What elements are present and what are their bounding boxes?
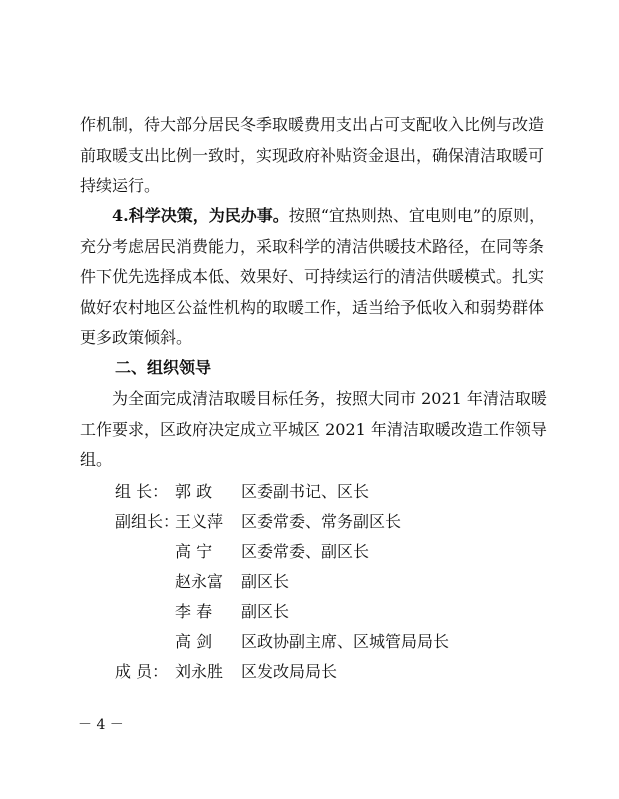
member-name: 高 剑: [175, 632, 213, 651]
member-title: 区委常委、副区长: [241, 542, 370, 561]
text-line: 更多政策倾斜。: [80, 328, 193, 347]
text-line: 组。: [80, 450, 113, 469]
member-name: 郭 政: [175, 482, 213, 501]
text-line: [80, 201, 550, 232]
section-heading: 二、组织领导: [115, 358, 212, 377]
text-run: 按照“宜热则热、宜电则电”的原则，: [288, 206, 546, 225]
member-name: 刘永胜: [175, 662, 224, 681]
member-name: 赵永富: [175, 572, 224, 591]
member-title: 副区长: [241, 572, 290, 591]
member-name: 王义萍: [175, 512, 224, 531]
paragraph-scientific-decision: [80, 201, 550, 354]
text-line: 持续运行。: [80, 176, 161, 195]
member-title: 区委常委、常务副区长: [241, 512, 402, 531]
text-line: 充分考虑居民消费能力，采取科学的清洁供暖技术路径，在同等条: [80, 236, 545, 256]
page-number: － 4 －: [78, 717, 124, 733]
paragraph-lead: 4.科学决策，为民办事。: [112, 206, 289, 225]
member-title: 区政协副主席、区城管局局长: [241, 632, 450, 651]
paragraph-intro: [80, 384, 550, 476]
text-line: 作机制，待大部分居民冬季取暖费用支出占可支配收入比例与改造: [80, 115, 545, 134]
text-line: 工作要求，区政府决定成立平城区 2021 年清洁取暖改造工作领导: [80, 419, 547, 439]
paragraph-mechanism: [80, 110, 550, 202]
member-role: 副组长：: [115, 512, 180, 531]
text-line: 为全面完成清洁取暖目标任务，按照大同市 2021 年清洁取暖: [112, 389, 547, 408]
text-line: 前取暖支出比例一致时，实现政府补贴资金退出，确保清洁取暖可: [80, 145, 545, 165]
text-line: 做好农村地区公益性机构的取暖工作，适当给予低收入和弱势群体: [80, 297, 545, 317]
member-title: 副区长: [241, 602, 290, 621]
member-role: 组 长：: [115, 482, 169, 501]
member-role: 成 员：: [115, 662, 169, 681]
member-name: 高 宁: [175, 542, 213, 561]
member-name: 李 春: [175, 602, 213, 621]
member-title: 区发改局局长: [241, 662, 338, 681]
member-title: 区委副书记、区长: [241, 482, 370, 501]
text-line: 件下优先选择成本低、效果好、可持续运行的清洁供暖模式。扎实: [80, 267, 545, 286]
